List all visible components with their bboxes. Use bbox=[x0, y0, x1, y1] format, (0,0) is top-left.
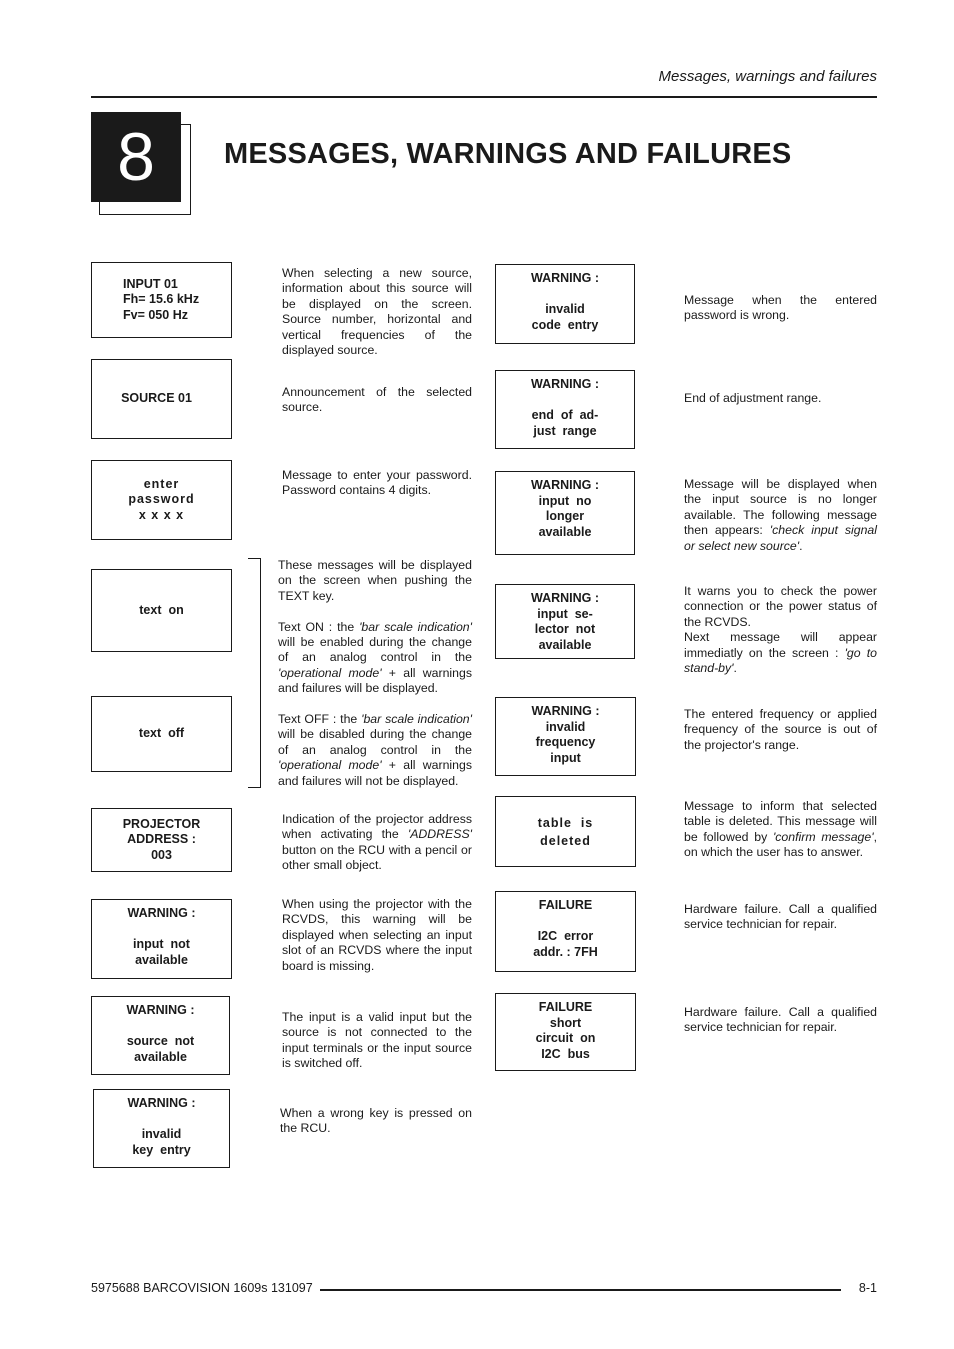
box-line: text on bbox=[139, 602, 184, 617]
description-invalid-code bbox=[684, 293, 877, 324]
description-text: Message will be displayed when the input source is no longer available. The following message then appears: 'check input signal or select new source'. bbox=[684, 477, 877, 553]
box-line: I2C error bbox=[537, 929, 594, 943]
description-text: It warns you to check the power connection or the power status of the RCVDS. bbox=[684, 584, 877, 629]
box-line: table is bbox=[537, 815, 594, 830]
box-line: just range bbox=[533, 423, 597, 438]
description-text: Announcement of the selected source. bbox=[282, 385, 472, 415]
paragraph-gap bbox=[278, 697, 472, 712]
description-table-deleted bbox=[684, 799, 877, 861]
box-line: source not bbox=[126, 1034, 195, 1048]
message-box-input-no-longer bbox=[495, 471, 635, 555]
box-line: WARNING : bbox=[530, 591, 600, 605]
box-line: input se- bbox=[537, 606, 593, 621]
box-line: available bbox=[538, 524, 592, 539]
box-line: frequency bbox=[535, 735, 596, 749]
box-line: available bbox=[135, 952, 188, 967]
description-input-selector bbox=[684, 584, 877, 676]
description-text-off: Text OFF : the 'bar scale indication' will be disabled during the change of an analog control in the 'operational mode' + all warnings and failures will not be displayed. bbox=[278, 712, 472, 788]
box-line: circuit on bbox=[535, 1031, 596, 1045]
box-line: invalid bbox=[141, 1127, 182, 1141]
box-line: code entry bbox=[531, 317, 599, 332]
box-line: WARNING : bbox=[127, 906, 196, 920]
box-line: short bbox=[549, 1015, 582, 1030]
text-messages-bracket bbox=[248, 558, 261, 788]
message-box-source-not-available bbox=[91, 996, 230, 1075]
box-line: x x x x bbox=[138, 507, 185, 522]
message-box-failure-i2c-error bbox=[495, 891, 636, 972]
box-line: WARNING : bbox=[530, 377, 600, 391]
description-input bbox=[282, 266, 472, 358]
box-line: lector not bbox=[534, 622, 596, 636]
description-failure-i2c-error bbox=[684, 902, 877, 933]
box-line: longer bbox=[545, 509, 585, 523]
box-line: input no bbox=[538, 493, 592, 508]
description-failure-short-circuit bbox=[684, 1005, 877, 1036]
chapter-title: MESSAGES, WARNINGS AND FAILURES bbox=[224, 138, 792, 170]
description-invalid-frequency bbox=[684, 707, 877, 753]
box-line: addr. : 7FH bbox=[533, 944, 598, 959]
description-text: When a wrong key is pressed on the RCU. bbox=[280, 1106, 472, 1136]
box-line: invalid bbox=[545, 719, 586, 734]
box-line bbox=[159, 1019, 162, 1035]
box-line: password bbox=[128, 492, 195, 507]
message-box-input-selector bbox=[495, 584, 635, 659]
box-line: end of ad- bbox=[531, 408, 599, 422]
box-line bbox=[160, 1112, 163, 1128]
box-line: Fv= 050 Hz bbox=[123, 307, 188, 322]
box-line: WARNING : bbox=[531, 704, 600, 718]
message-box-end-of-range bbox=[495, 370, 635, 449]
description-end-of-range bbox=[684, 391, 877, 406]
message-box-invalid-code bbox=[495, 264, 635, 344]
box-line bbox=[563, 287, 566, 303]
description-text: End of adjustment range. bbox=[684, 391, 822, 405]
message-box-password bbox=[91, 460, 232, 540]
box-line: text off bbox=[138, 726, 185, 741]
box-line: WARNING : bbox=[530, 478, 600, 492]
message-box-text-off bbox=[91, 696, 232, 772]
footer-page-number: 8-1 bbox=[858, 1281, 877, 1295]
box-line: deleted bbox=[540, 833, 591, 848]
box-line: I2C bus bbox=[541, 1046, 590, 1061]
box-line bbox=[564, 914, 567, 930]
description-text: Hardware failure. Call a qualified service technician for repair. bbox=[684, 902, 877, 932]
message-box-text-on bbox=[91, 569, 232, 652]
description-text: These messages will be displayed on the screen when pushing the TEXT key. bbox=[278, 558, 472, 603]
box-line: FAILURE bbox=[538, 898, 593, 912]
description-invalid-key bbox=[280, 1106, 472, 1137]
description-text: When using the projector with the RCVDS, this warning will be displayed when selecting an input slot of an RCVDS where the input board is missing. bbox=[282, 897, 472, 973]
footer-rule bbox=[320, 1289, 841, 1291]
description-projector-address bbox=[282, 812, 472, 874]
box-line: INPUT 01 bbox=[123, 276, 178, 291]
footer-doc-id: 5975688 BARCOVISION 1609s 131097 bbox=[91, 1281, 313, 1295]
description-text-on: Text ON : the 'bar scale indication' will be enabled during the change of an analog control in the 'operational mode' + all warnings and failures will be displayed. bbox=[278, 619, 472, 696]
message-box-table-deleted bbox=[495, 796, 636, 867]
description-password bbox=[282, 468, 472, 499]
box-line: 003 bbox=[151, 847, 172, 862]
message-box-invalid-frequency bbox=[495, 697, 636, 776]
description-text: Indication of the projector address when activating the 'ADDRESS' button on the RCU with a pencil or other small object. bbox=[282, 812, 472, 873]
description-source-not-available bbox=[282, 1010, 472, 1072]
running-header: Messages, warnings and failures bbox=[658, 68, 877, 85]
description-text: The entered frequency or applied frequency of the source is out of the projector's range. bbox=[684, 707, 877, 752]
box-line: invalid bbox=[545, 302, 585, 316]
box-line: WARNING : bbox=[126, 1003, 195, 1017]
description-text: Message to enter your password. Password contains 4 digits. bbox=[282, 468, 472, 498]
paragraph-gap bbox=[278, 604, 472, 619]
message-box-input bbox=[91, 262, 232, 338]
description-input-no-longer bbox=[684, 477, 877, 554]
description-text: Message when the entered password is wrong. bbox=[684, 293, 877, 323]
box-line: enter bbox=[143, 476, 180, 491]
chapter-number: 8 bbox=[91, 112, 181, 202]
box-line: input not bbox=[133, 937, 190, 951]
message-box-input-not-available bbox=[91, 899, 232, 979]
description-text: When selecting a new source, information about this source will be displayed on the screen. Source number, horizontal and vertical frequencies of the displayed source. bbox=[282, 266, 472, 358]
box-line: input bbox=[550, 750, 581, 765]
description-source bbox=[282, 385, 472, 416]
box-line bbox=[160, 922, 163, 938]
box-line: key entry bbox=[132, 1142, 191, 1157]
box-line: available bbox=[538, 637, 592, 652]
box-line: SOURCE 01 bbox=[121, 391, 192, 406]
message-box-source bbox=[91, 359, 232, 439]
message-box-failure-short-circuit bbox=[495, 993, 636, 1071]
box-line: Fh= 15.6 kHz bbox=[123, 292, 200, 307]
box-line: available bbox=[134, 1049, 187, 1064]
description-input-not-available bbox=[282, 897, 472, 974]
box-line bbox=[563, 393, 566, 409]
header-rule bbox=[91, 96, 877, 98]
message-box-invalid-key bbox=[93, 1089, 230, 1168]
box-line: WARNING : bbox=[530, 271, 600, 285]
box-line: PROJECTOR bbox=[122, 816, 201, 831]
box-line: FAILURE bbox=[538, 1000, 593, 1014]
box-line: WARNING : bbox=[127, 1096, 196, 1110]
description-text: Message to inform that selected table is deleted. This message will be followed by 'confirm message', on which the user has to answer. bbox=[684, 799, 877, 860]
description-text: Hardware failure. Call a qualified service technician for repair. bbox=[684, 1005, 877, 1035]
description-text: Next message will appear immediatly on the screen : 'go to stand-by'. bbox=[684, 630, 877, 676]
message-box-projector-address bbox=[91, 808, 232, 872]
box-line: ADDRESS : bbox=[127, 832, 196, 847]
description-text: The input is a valid input but the source is not connected to the input terminals or the input source is switched off. bbox=[282, 1010, 472, 1071]
description-text-on-off bbox=[278, 558, 472, 789]
